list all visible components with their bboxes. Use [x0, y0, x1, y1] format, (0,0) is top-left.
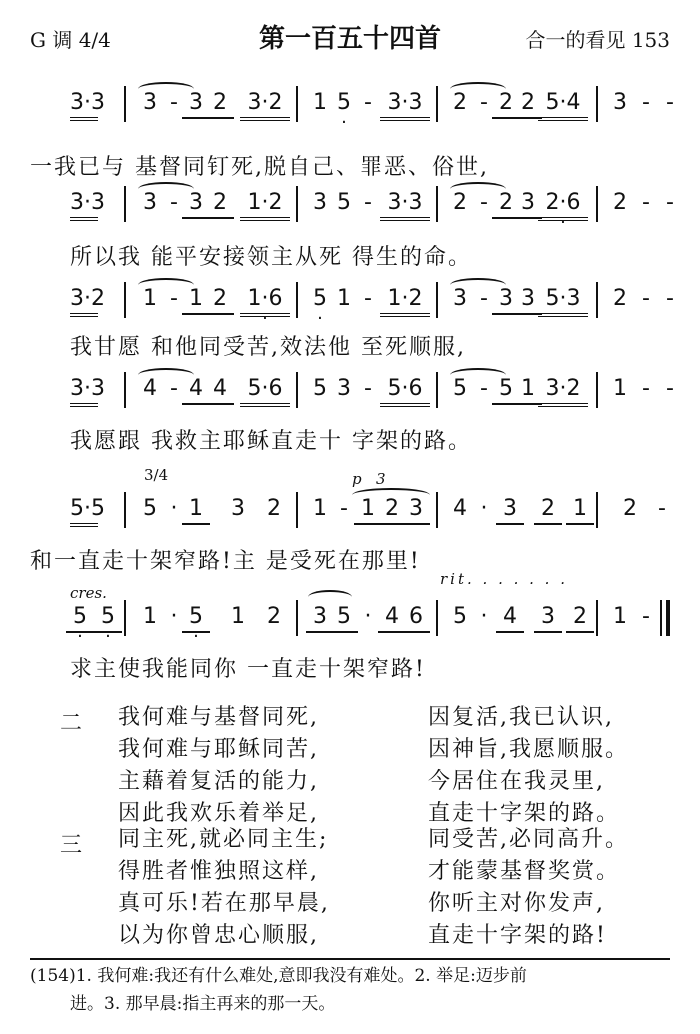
- note: ·: [170, 496, 178, 521]
- note: 4: [453, 496, 467, 521]
- note: 2: [492, 90, 520, 119]
- barline: [296, 372, 298, 408]
- barline: [124, 282, 126, 318]
- note: -: [364, 190, 372, 215]
- note: 5: [337, 190, 351, 215]
- lyric-line-2: 所以我 能平安接领主从死 得生的命。: [70, 245, 472, 270]
- barline: [296, 86, 298, 122]
- barline: [296, 492, 298, 528]
- note: 2: [514, 90, 542, 119]
- note: ·: [480, 496, 488, 521]
- note: 3: [143, 190, 157, 215]
- note: -: [480, 190, 488, 215]
- note: 1: [231, 604, 245, 629]
- note: 3·3: [70, 90, 98, 121]
- note: 5: [492, 376, 520, 405]
- dynamic-p: p: [352, 470, 362, 488]
- note: -: [170, 90, 178, 115]
- lyric-line-6: 求主使我能同你 一直走十架窄路!: [70, 657, 426, 682]
- note: 1·2: [380, 286, 430, 317]
- note: 3: [182, 90, 210, 119]
- note: 5·5: [70, 496, 98, 527]
- note: 5·6: [380, 376, 430, 407]
- note: 3·3: [70, 376, 98, 407]
- note: 1: [313, 90, 327, 115]
- lyric-line-5: 和一直走十架窄路!主 是受死在那里!: [30, 549, 421, 574]
- note: -: [170, 286, 178, 311]
- note: 5: [453, 376, 467, 401]
- note: 2: [492, 190, 520, 219]
- note: -: [666, 286, 674, 311]
- note: 2: [613, 286, 627, 311]
- key-signature: G 调 4/4: [30, 28, 111, 52]
- note: 1: [143, 286, 157, 311]
- note: 3: [492, 286, 520, 315]
- note: 4: [206, 376, 234, 405]
- note: -: [480, 376, 488, 401]
- note: 3: [306, 604, 334, 633]
- barline: [596, 600, 598, 636]
- note: 1: [514, 376, 542, 405]
- note: 3·2: [240, 90, 290, 121]
- note: 3: [613, 90, 627, 115]
- slur: [308, 590, 352, 604]
- barline: [436, 186, 438, 222]
- verse-number-3: 三: [60, 833, 83, 858]
- note: 2: [206, 90, 234, 119]
- note: 2: [566, 604, 594, 633]
- verse-3-col-a: 同主死,就必同主生; 得胜者惟独照这样, 真可乐!若在那早晨, 以为你曾忠心顺服,: [118, 827, 330, 948]
- note: 1: [354, 496, 382, 525]
- lyric-line-4: 我愿跟 我救主耶稣直走十 字架的路。: [70, 429, 472, 454]
- hymn-reference: 合一的看见 153: [525, 28, 670, 52]
- triplet-mark: 3: [376, 470, 386, 488]
- note: 2: [613, 190, 627, 215]
- verse-2-col-a: 我何难与基督同死, 我何难与耶稣同苦, 主藉着复活的能力, 因此我欢乐着举足,: [118, 705, 319, 826]
- note: 1: [566, 496, 594, 525]
- lyric-line-3: 我甘愿 和他同受苦,效法他 至死顺服,: [70, 335, 466, 360]
- note: 3·2: [70, 286, 98, 317]
- barline: [124, 186, 126, 222]
- note: 3: [453, 286, 467, 311]
- barline: [124, 372, 126, 408]
- note: 1: [143, 604, 157, 629]
- note: 5·6: [240, 376, 290, 407]
- note: 2: [534, 496, 562, 525]
- note: 4: [182, 376, 210, 405]
- barline: [124, 600, 126, 636]
- barline: [596, 86, 598, 122]
- note: 5 ·: [66, 604, 94, 633]
- note: -: [658, 496, 666, 521]
- note: 2: [206, 286, 234, 315]
- note: 2: [267, 496, 281, 521]
- note: -: [642, 376, 650, 401]
- note: 3: [143, 90, 157, 115]
- note: 1·2: [240, 190, 290, 221]
- final-barline: [666, 600, 670, 636]
- barline: [124, 492, 126, 528]
- note: -: [364, 90, 372, 115]
- note: 6: [402, 604, 430, 633]
- note: -: [340, 496, 348, 521]
- note: 1·6 ·: [240, 286, 290, 317]
- note: 5: [313, 376, 327, 401]
- note: 4: [496, 604, 524, 633]
- note: -: [170, 190, 178, 215]
- time-signature-change: 3/4: [144, 466, 169, 484]
- barline: [296, 186, 298, 222]
- note: -: [480, 286, 488, 311]
- note: 3·3: [380, 90, 430, 121]
- note: 3: [514, 286, 542, 315]
- note: 5 ·: [306, 286, 334, 312]
- note: 1: [182, 496, 210, 525]
- barline: [296, 282, 298, 318]
- note: 3: [514, 190, 542, 219]
- note: -: [666, 190, 674, 215]
- barline: [296, 600, 298, 636]
- footnote: (154)1. 我何难:我还有什么难处,意即我没有难处。2. 举足:迈步前 进。3. 那早晨:指主再来的那一天。: [30, 966, 527, 1014]
- verse-2-col-b: 因复活,我已认识, 因神旨,我愿顺服。 今居住在我灵里, 直走十字架的路。: [428, 705, 629, 826]
- note: 4: [378, 604, 406, 633]
- barline: [436, 492, 438, 528]
- note: -: [666, 90, 674, 115]
- note: 4: [143, 376, 157, 401]
- note: 3·3: [70, 190, 98, 221]
- note: 1: [613, 376, 627, 401]
- barline: [436, 372, 438, 408]
- note: 5·4: [538, 90, 588, 121]
- note: 5 ·: [330, 90, 358, 116]
- note: 1: [337, 286, 351, 311]
- note: -: [364, 376, 372, 401]
- dynamic-rit: rit. . . . . . .: [440, 570, 568, 588]
- note: 1: [182, 286, 210, 315]
- note: -: [642, 604, 650, 629]
- note: -: [642, 190, 650, 215]
- note: -: [666, 376, 674, 401]
- hymn-title: 第一百五十四首: [258, 24, 441, 54]
- note: 3·2: [538, 376, 588, 407]
- note: ·: [364, 604, 372, 629]
- dynamic-cres: cres.: [70, 584, 107, 602]
- note: 3: [496, 496, 524, 525]
- note: -: [170, 376, 178, 401]
- note: 2: [267, 604, 281, 629]
- barline: [436, 282, 438, 318]
- note: 5 ·: [182, 604, 210, 633]
- barline: [436, 600, 438, 636]
- note: ·: [480, 604, 488, 629]
- verse-3-col-b: 同受苦,必同高升。 才能蒙基督奖赏。 你听主对你发声, 直走十字架的路!: [428, 827, 629, 948]
- note: 2: [453, 90, 467, 115]
- note: -: [364, 286, 372, 311]
- barline: [124, 86, 126, 122]
- verse-number-2: 二: [60, 711, 83, 736]
- note: 1: [613, 604, 627, 629]
- note: -: [480, 90, 488, 115]
- note: 5 ·: [94, 604, 122, 633]
- note: 3·3: [380, 190, 430, 221]
- note: 2·6 ·: [538, 190, 588, 221]
- barline: [660, 600, 662, 636]
- note: 5·3: [538, 286, 588, 317]
- note: 5: [143, 496, 157, 521]
- note: 2: [623, 496, 637, 521]
- note: 5: [453, 604, 467, 629]
- note: 5: [330, 604, 358, 633]
- note: 3: [231, 496, 245, 521]
- barline: [596, 186, 598, 222]
- note: 2: [378, 496, 406, 525]
- barline: [596, 492, 598, 528]
- note: -: [642, 90, 650, 115]
- barline: [596, 282, 598, 318]
- note: ·: [170, 604, 178, 629]
- barline: [596, 372, 598, 408]
- lyric-line-1: 一我已与 基督同钉死,脱自己、罪恶、俗世,: [30, 155, 489, 180]
- note: 2: [453, 190, 467, 215]
- note: 2: [206, 190, 234, 219]
- note: 3: [402, 496, 430, 525]
- footnote-divider: [30, 958, 670, 960]
- note: 3: [534, 604, 562, 633]
- note: 1: [313, 496, 327, 521]
- note: 3: [313, 190, 327, 215]
- note: 3: [182, 190, 210, 219]
- barline: [436, 86, 438, 122]
- note: 3: [337, 376, 351, 401]
- note: -: [642, 286, 650, 311]
